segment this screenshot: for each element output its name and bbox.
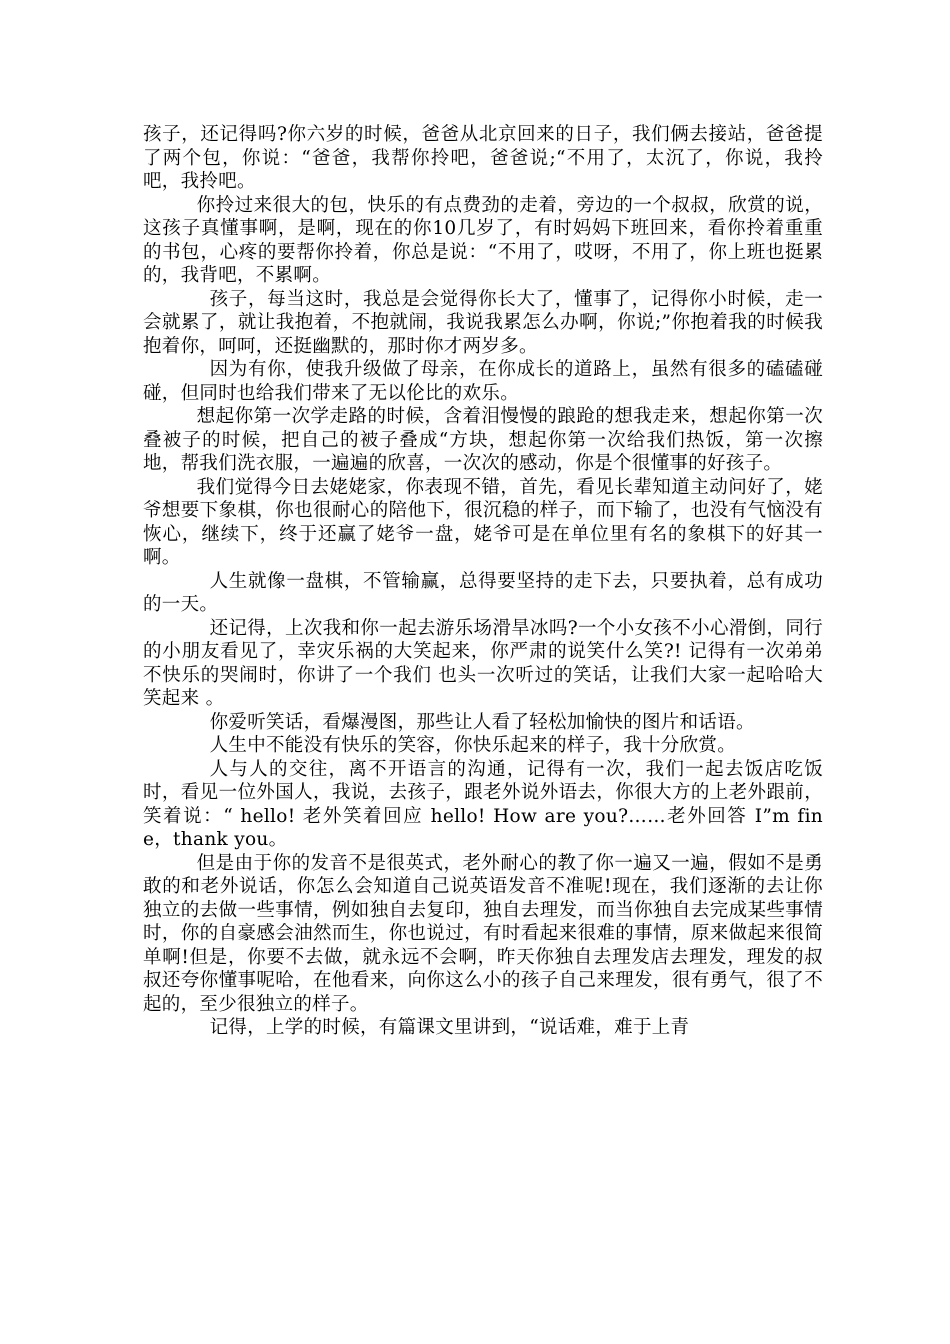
paragraph-9: 你爱听笑话，看爆漫图，那些让人看了轻松加愉快的图片和话语。 — [209, 711, 755, 733]
paragraph-1: 孩子，还记得吗?你六岁的时候，爸爸从北京回来的日子，我们俩去接站，爸爸提了两个包，你说：“爸爸，我帮你拎吧，爸爸说;“不用了，太沉了，你说，我拎吧，我拎吧。 — [143, 124, 823, 192]
paragraph-6: 我们觉得今日去姥姥家，你表现不错，首先，看见长辈知道主动问好了，姥爷想要下象棋，你也很耐心的陪他下，很沉稳的样子，而下输了，也没有气恼没有恢心，继续下，终于还赢了姥爷一盘，姥爷可是在单位里有名的象棋下的好其一啊。 — [143, 476, 823, 568]
paragraph-11: 人与人的交往，离不开语言的沟通，记得有一次，我们一起去饭店吃饭时，看见一位外国人，我说，去孩子，跟老外说外语去，你很大方的上老外跟前，笑着说：“ hello! 老外笑着回应 hello! How are you?……老外回答 I”m fine，thank you。 — [143, 758, 823, 850]
paragraph-8: 还记得，上次我和你一起去游乐场滑旱冰吗?一个小女孩不小心滑倒，同行的小朋友看见了，幸灾乐祸的大笑起来，你严肃的说笑什么笑?! 记得有一次弟弟不快乐的哭闹时，你讲了一个我们 也头一次听过的笑话，让我们大家一起哈哈大笑起来 。 — [143, 617, 823, 709]
paragraph-2: 你拎过来很大的包，快乐的有点费劲的走着，旁边的一个叔叔，欣赏的说，这孩子真懂事啊，是啊，现在的你10几岁了，有时妈妈下班回来，看你拎着重重的书包，心疼的要帮你拎着，你总是说：“不用了，哎呀，不用了，你上班也挺累的，我背吧，不累啊。 — [143, 194, 823, 286]
paragraph-13: 记得，上学的时候，有篇课文里讲到，“说话难，难于上青 — [209, 1017, 690, 1038]
paragraph-4: 因为有你，使我升级做了母亲，在你成长的道路上，虽然有很多的磕磕碰碰，但同时也给我们带来了无以伦比的欢乐。 — [143, 359, 823, 404]
document-body — [143, 123, 823, 1040]
paragraph-3: 孩子，每当这时，我总是会觉得你长大了，懂事了，记得你小时候，走一会就累了，就让我抱着，不抱就闹，我说我累怎么办啊，你说;”你抱着我的时候我抱着你，呵呵，还挺幽默的，那时你才两岁多。 — [143, 288, 823, 357]
paragraph-10: 人生中不能没有快乐的笑容，你快乐起来的样子，我十分欣赏。 — [209, 735, 736, 756]
paragraph-7: 人生就像一盘棋，不管输赢，总得要坚持的走下去，只要执着，总有成功的一天。 — [143, 570, 823, 615]
paragraph-12: 但是由于你的发音不是很英式，老外耐心的教了你一遍又一遍，假如不是勇敢的和老外说话，你怎么会知道自己说英语发音不准呢!现在，我们逐渐的去让你独立的去做一些事情，例如独自去复印，独自去理发，而当你独自去完成某些事情时，你的自豪感会油然而生，你也说过，有时看起来很难的事情，原来做起来很简单啊!但是，你要不去做，就永远不会啊，昨天你独自去理发店去理发，理发的叔叔还夸你懂事呢哈，在他看来，向你这么小的孩子自己来理发，很有勇气，很了不起的，至少很独立的样子。 — [143, 852, 823, 1015]
paragraph-5: 想起你第一次学走路的时候，含着泪慢慢的踉跄的想我走来，想起你第一次叠被子的时候，把自己的被子叠成“方块，想起你第一次给我们热饭，第一次擦地，帮我们洗衣服，一遍遍的欣喜，一次次的感动，你是个很懂事的好孩子。 — [143, 406, 823, 474]
